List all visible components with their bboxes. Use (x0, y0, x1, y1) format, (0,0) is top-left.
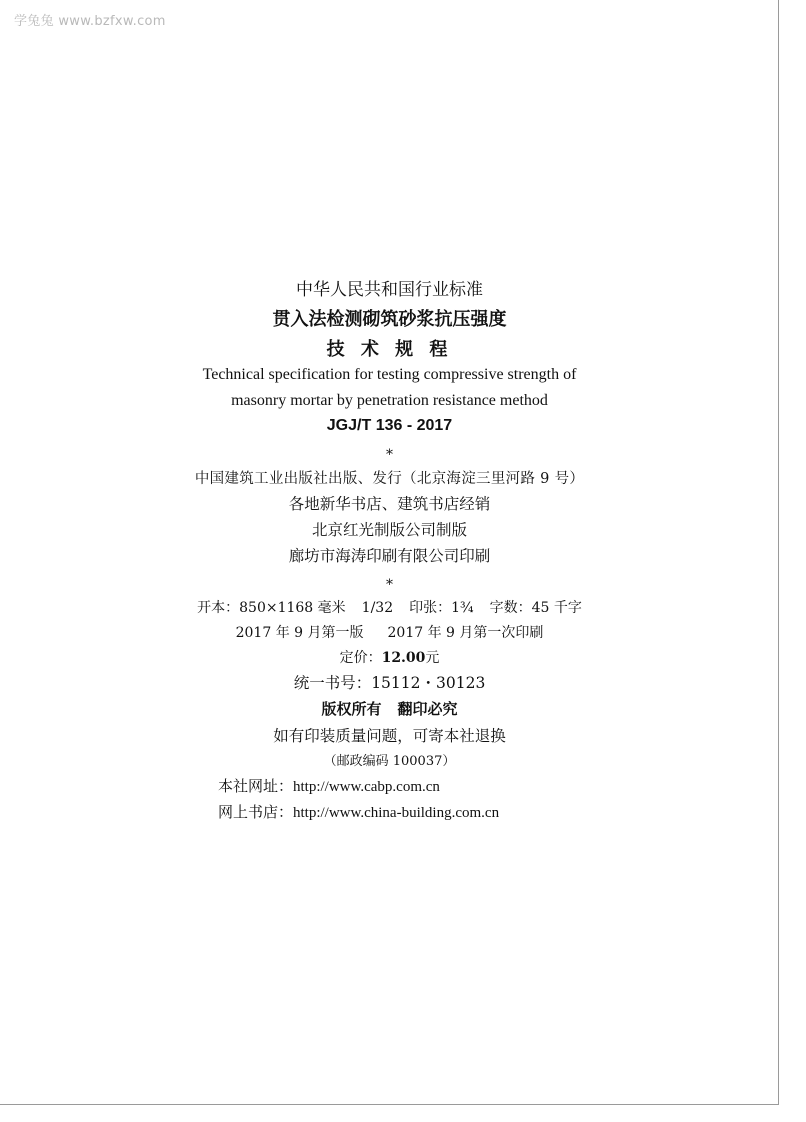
format-specs (0, 601, 779, 615)
title-en-line1: Technical specification for testing compressive strength of (202, 366, 577, 383)
rights-right: 翻印必究 (397, 700, 458, 718)
separator-star: * (386, 447, 393, 463)
format-sheets: 印张：1¾ (409, 600, 474, 616)
rights-line (0, 702, 779, 717)
price-unit: 元 (425, 650, 440, 666)
website-line: 本社网址：http://www.cabp.com.cn (218, 779, 440, 795)
rights-left: 版权所有 (321, 700, 382, 718)
price-value: 12.00 (381, 650, 426, 666)
format-fold: 1/32 (361, 600, 394, 616)
title-cn-line1: 贯入法检测砌筑砂浆抗压强度 (272, 309, 507, 330)
price-line (0, 651, 779, 665)
printer-line: 廊坊市海涛印刷有限公司印刷 (288, 547, 491, 565)
watermark-text: 学兔兔 www.bzfxw.com (14, 14, 166, 29)
postcode: （邮政编码 100037） (323, 754, 456, 769)
standard-code: JGJ/T 136 - 2017 (326, 417, 453, 434)
bookstore-line: 网上书店：http://www.china-building.com.cn (218, 805, 500, 821)
format-size: 开本：850×1168 毫米 (197, 600, 346, 616)
distributor-line: 各地新华书店、建筑书店经销 (288, 495, 491, 513)
edition: 2017 年 9 月第一版 (235, 625, 364, 641)
title-cn-line2: 技 术 规 程 (326, 339, 453, 360)
price-label: 定价： (339, 650, 382, 666)
standard-type: 中华人民共和国行业标准 (296, 280, 483, 300)
quality-notice: 如有印装质量问题，可寄本社退换 (273, 727, 506, 745)
plate-maker-line: 北京红光制版公司制版 (311, 521, 467, 539)
page-edge-bottom (0, 1104, 779, 1105)
book-number: 统一书号：15112・30123 (293, 674, 486, 692)
separator-star: * (386, 577, 393, 593)
title-en-line2: masonry mortar by penetration resistance method (231, 392, 548, 409)
printing: 2017 年 9 月第一次印刷 (387, 625, 544, 641)
format-word-count: 字数：45 千字 (489, 600, 582, 616)
edition-info (0, 626, 779, 640)
publisher-line: 中国建筑工业出版社出版、发行（北京海淀三里河路 9 号） (194, 471, 585, 487)
